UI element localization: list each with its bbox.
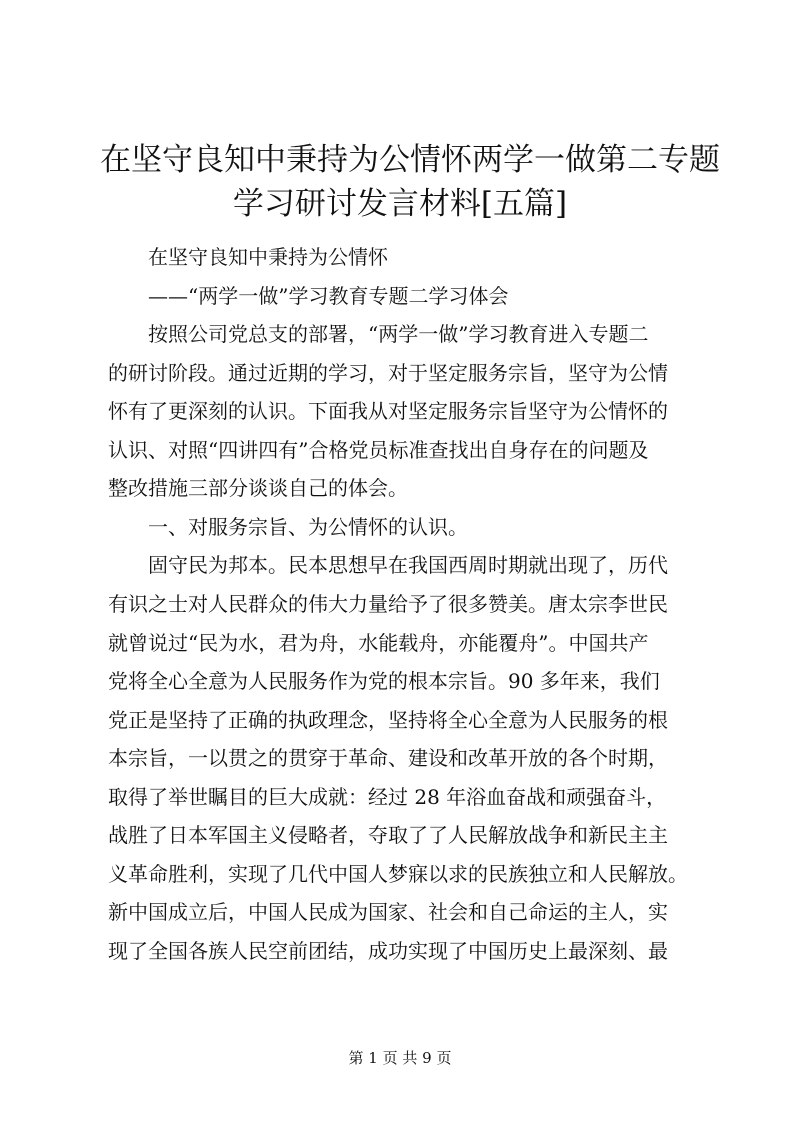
body-line: 一、对服务宗旨、为公情怀的认识。 <box>108 515 468 539</box>
body-line: 现了全国各族人民空前团结，成功实现了中国历史上最深刻、最 <box>108 939 668 963</box>
body-line: 怀有了更深刻的认识。下面我从对坚定服务宗旨坚守为公情怀的 <box>108 399 668 423</box>
body-line: 认识、对照“四讲四有”合格党员标准查找出自身存在的问题及 <box>108 438 649 462</box>
body-line: 义革命胜利，实现了几代中国人梦寐以求的民族独立和人民解放。 <box>108 862 688 886</box>
body-line: 固守民为邦本。民本思想早在我国西周时期就出现了，历代 <box>108 553 668 577</box>
body-line: 有识之士对人民群众的伟大力量给予了很多赞美。唐太宗李世民 <box>108 592 668 616</box>
body-line: 的研讨阶段。通过近期的学习，对于坚定服务宗旨，坚守为公情 <box>108 361 668 385</box>
body-line: 按照公司党总支的部署，“两学一做”学习教育进入专题二 <box>108 322 649 346</box>
document-title-line-2: 学习研讨发言材料[五篇] <box>232 186 568 222</box>
body-line: 就曾说过“民为水，君为舟，水能载舟，亦能覆舟”。中国共产 <box>108 631 649 655</box>
page-footer: 第 1 页 共 9 页 <box>348 1049 452 1067</box>
body-line: 取得了举世瞩目的巨大成就：经过 28 年浴血奋战和顽强奋斗， <box>108 785 667 809</box>
document-title-line-1: 在坚守良知中秉持为公情怀两学一做第二专题 <box>100 142 720 178</box>
body-line: 党正是坚持了正确的执政理念，坚持将全心全意为人民服务的根 <box>108 708 668 732</box>
body-line: 整改措施三部分谈谈自己的体会。 <box>108 476 408 500</box>
body-line: 党将全心全意为人民服务作为党的根本宗旨。90 多年来，我们 <box>108 669 660 693</box>
body-line: 本宗旨，一以贯之的贯穿于革命、建设和改革开放的各个时期， <box>108 746 668 770</box>
body-line: 战胜了日本军国主义侵略者，夺取了了人民解放战争和新民主主 <box>108 823 668 847</box>
body-line: 新中国成立后，中国人民成为国家、社会和自己命运的主人，实 <box>108 900 668 924</box>
body-line: ——“两学一做”学习教育专题二学习体会 <box>108 284 509 308</box>
body-line: 在坚守良知中秉持为公情怀 <box>108 245 388 269</box>
